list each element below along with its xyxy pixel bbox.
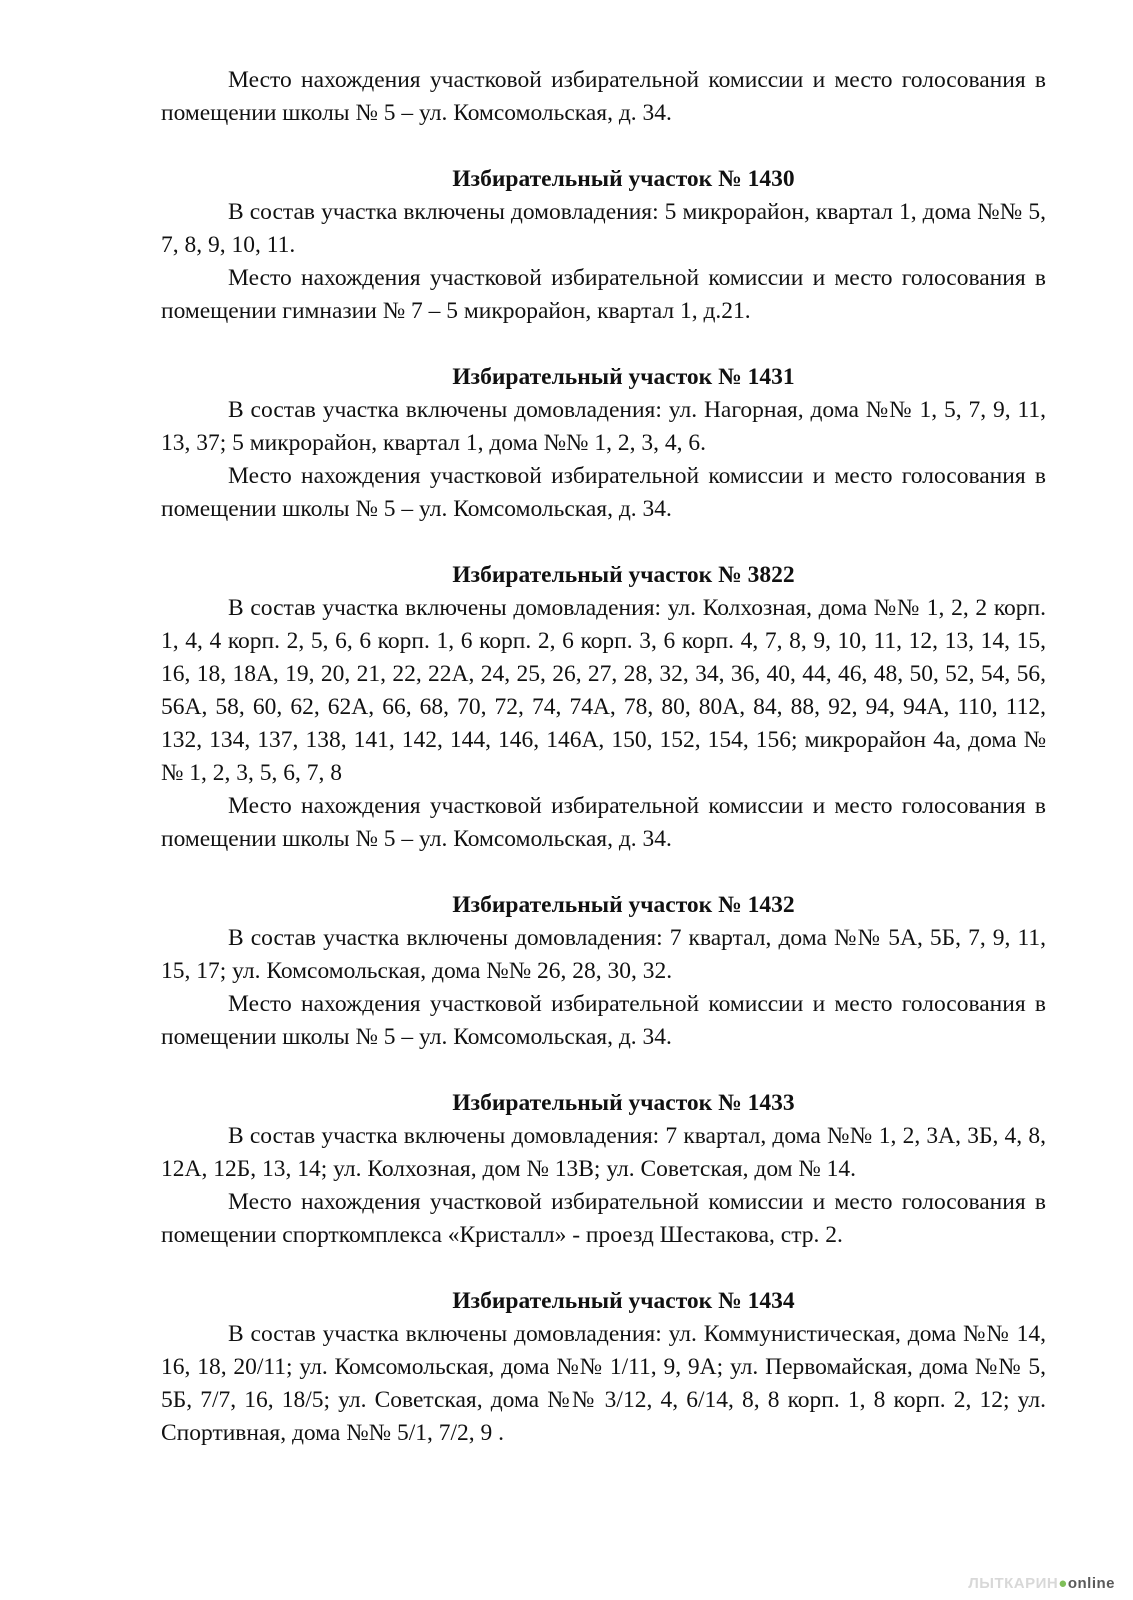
watermark-suffix: online: [1067, 1575, 1115, 1592]
section-1432-households: В состав участка включены домовладения: 7 квартал, дома №№ 5А, 5Б, 7, 9, 11, 15, 17; ул. Комсомольская, дома №№ 26, 28, 30, 32.: [161, 925, 1046, 984]
watermark-dot-icon: ●: [1058, 1575, 1068, 1592]
section-1434-households: В состав участка включены домовладения: ул. Коммунистическая, дома №№ 14, 16, 18, 20/11; ул. Комсомольская, дома №№ 1/11, 9, 9А; ул. Первомайская, дома №№ 5, 5Б, 7/7, 16, 18/5; ул. Советская, дома №№ 3/12, 4, 6/14, 8, 8 корп. 1, 8 корп. 2, 12; ул. Спортивная, дома №№ 5/1, 7/2, 9 .: [161, 1321, 1046, 1446]
document-page: [161, 64, 1046, 1450]
section-heading-1430: Избирательный участок № 1430: [452, 166, 795, 192]
section-1431-households: В состав участка включены домовладения: ул. Нагорная, дома №№ 1, 5, 7, 9, 11, 13, 37; 5 микрорайон, квартал 1, дома №№ 1, 2, 3, 4, 6.: [161, 397, 1046, 456]
section-heading-1432: Избирательный участок № 1432: [452, 892, 795, 918]
section-1433-place: Место нахождения участковой избирательной комиссии и место голосования в помещении спорткомплекса «Кристалл» - проезд Шестакова, стр. 2.: [161, 1189, 1046, 1248]
section-heading-1433: Избирательный участок № 1433: [452, 1090, 795, 1116]
watermark-brand: ЛЫТКАРИН: [968, 1575, 1059, 1592]
section-1431-place: Место нахождения участковой избирательной комиссии и место голосования в помещении школы № 5 – ул. Комсомольская, д. 34.: [161, 463, 1046, 522]
intro-place-paragraph: Место нахождения участковой избирательной комиссии и место голосования в помещении школы № 5 – ул. Комсомольская, д. 34.: [161, 67, 1046, 126]
section-1432-place: Место нахождения участковой избирательной комиссии и место голосования в помещении школы № 5 – ул. Комсомольская, д. 34.: [161, 991, 1046, 1050]
site-watermark: [968, 1575, 1115, 1592]
section-3822-households: В состав участка включены домовладения: ул. Колхозная, дома №№ 1, 2, 2 корп. 1, 4, 4 корп. 2, 5, 6, 6 корп. 1, 6 корп. 2, 6 корп. 3, 6 корп. 4, 7, 8, 9, 10, 11, 12, 13, 14, 15, 16, 18, 18А, 19, 20, 21, 22, 22А, 24, 25, 26, 27, 28, 32, 34, 36, 40, 44, 46, 48, 50, 52, 54, 56, 56А, 58, 60, 62, 62А, 66, 68, 70, 72, 74, 74А, 78, 80, 80А, 84, 88, 92, 94, 94А, 110, 112, 132, 134, 137, 138, 141, 142, 144, 146, 146А, 150, 152, 154, 156; микрорайон 4а, дома №№ 1, 2, 3, 5, 6, 7, 8: [161, 595, 1046, 786]
section-heading-1434: Избирательный участок № 1434: [452, 1288, 795, 1314]
section-1433-households: В состав участка включены домовладения: 7 квартал, дома №№ 1, 2, 3А, 3Б, 4, 8, 12А, 12Б, 13, 14; ул. Колхозная, дом № 13В; ул. Советская, дом № 14.: [161, 1123, 1046, 1182]
section-heading-1431: Избирательный участок № 1431: [452, 364, 795, 390]
section-1430-place: Место нахождения участковой избирательной комиссии и место голосования в помещении гимназии № 7 – 5 микрорайон, квартал 1, д.21.: [161, 265, 1046, 324]
section-heading-3822: Избирательный участок № 3822: [452, 562, 795, 588]
section-3822-place: Место нахождения участковой избирательной комиссии и место голосования в помещении школы № 5 – ул. Комсомольская, д. 34.: [161, 793, 1046, 852]
section-1430-households: В состав участка включены домовладения: 5 микрорайон, квартал 1, дома №№ 5, 7, 8, 9, 10, 11.: [161, 199, 1046, 258]
